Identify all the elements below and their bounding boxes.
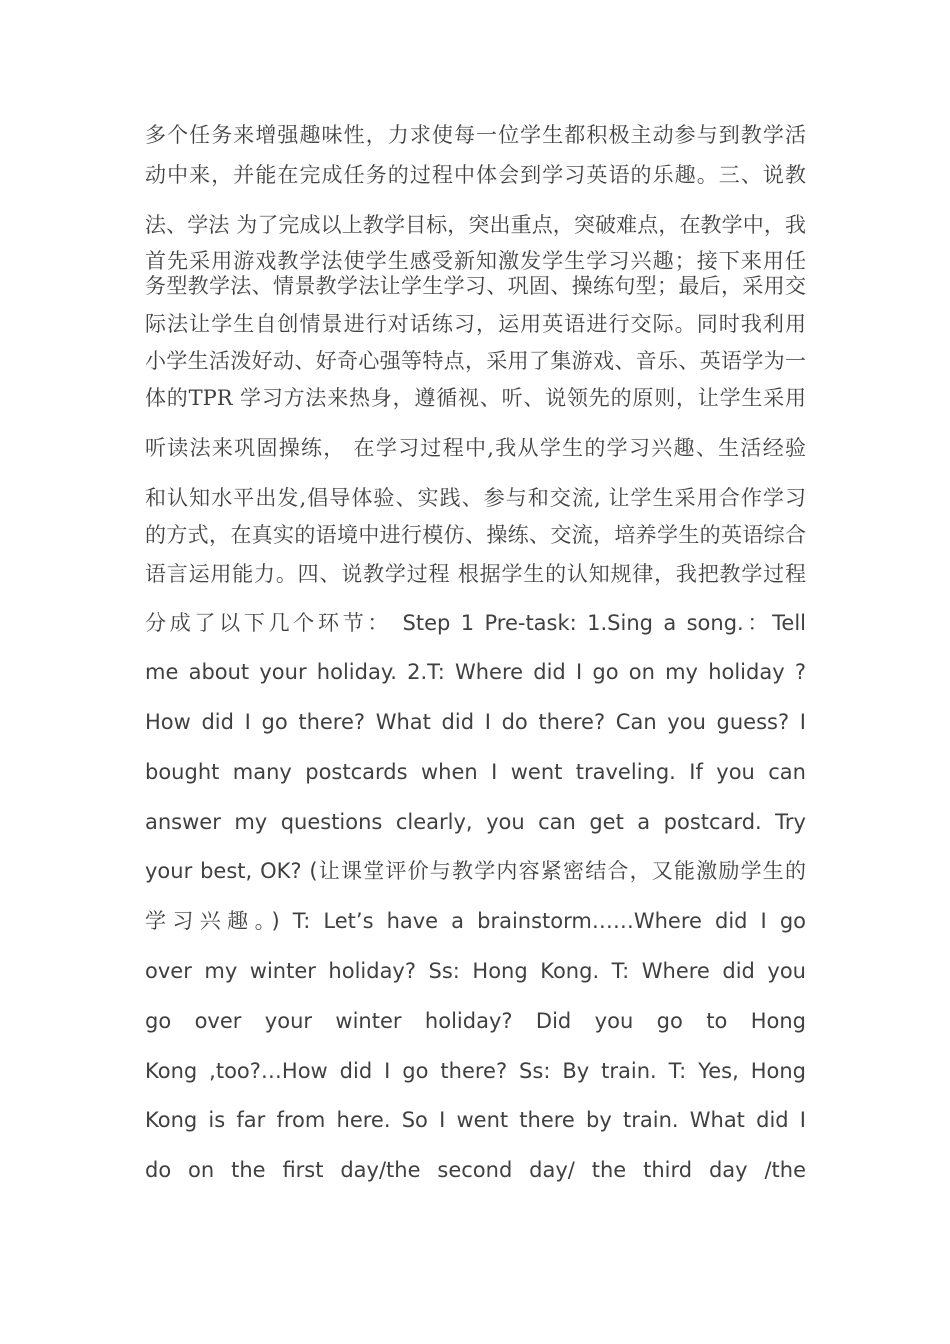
text-line-19: 学习兴趣。) T: Let’s have a brainstorm……Where did I go [145,909,806,933]
text-line-13: 分成了以下几个环节： Step 1 Pre-task: 1.Sing a song.：Tell [145,611,806,635]
text-line-5: 务型教学法、情景教学法让学生学习、巩固、操练句型；最后，采用交 [145,274,806,298]
text-line-18: your best, OK? (让课堂评价与教学内容紧密结合，又能激励学生的 [145,859,806,883]
text-line-17: answer my questions clearly, you can get a postcard. Try [145,810,806,834]
text-line-10: 和认知水平出发,倡导体验、实践、参与和交流, 让学生采用合作学习 [145,486,806,510]
text-line-9: 听读法来巩固操练， 在学习过程中,我从学生的学习兴趣、生活经验 [145,436,806,460]
text-line-1: 多个任务来增强趣味性，力求使每一位学生都积极主动参与到教学活 [145,123,806,147]
text-line-11: 的方式，在真实的语境中进行模仿、操练、交流，培养学生的英语综合 [145,523,806,547]
text-line-24: do on the first day/the second day/ the third day /the [145,1158,806,1182]
text-line-14: me about your holiday. 2.T: Where did I go on my holiday ? [145,660,806,684]
text-line-16: bought many postcards when I went traveling. If you can [145,760,806,784]
text-line-3: 法、学法 为了完成以上教学目标，突出重点，突破难点，在教学中，我 [145,213,806,237]
text-line-2: 动中来，并能在完成任务的过程中体会到学习英语的乐趣。三、说教 [145,163,806,187]
text-line-22: Kong ,too?…How did I go there? Ss: By train. T: Yes, Hong [145,1059,806,1083]
text-line-4: 首先采用游戏教学法使学生感受新知激发学生学习兴趣；接下来用任 [145,249,806,273]
text-line-20: over my winter holiday? Ss: Hong Kong. T: Where did you [145,959,806,983]
text-line-7: 小学生活泼好动、好奇心强等特点，采用了集游戏、音乐、英语学为一 [145,349,806,373]
text-line-23: Kong is far from here. So I went there by train. What did I [145,1108,806,1132]
text-line-12: 语言运用能力。四、说教学过程 根据学生的认知规律，我把教学过程 [145,562,806,586]
text-line-15: How did I go there? What did I do there? Can you guess? I [145,710,806,734]
text-line-6: 际法让学生自创情景进行对话练习，运用英语进行交际。同时我利用 [145,312,806,336]
text-line-8: 体的TPR 学习方法来热身，遵循视、听、说领先的原则，让学生采用 [145,386,806,410]
text-line-21: go over your winter holiday? Did you go to Hong [145,1009,806,1033]
